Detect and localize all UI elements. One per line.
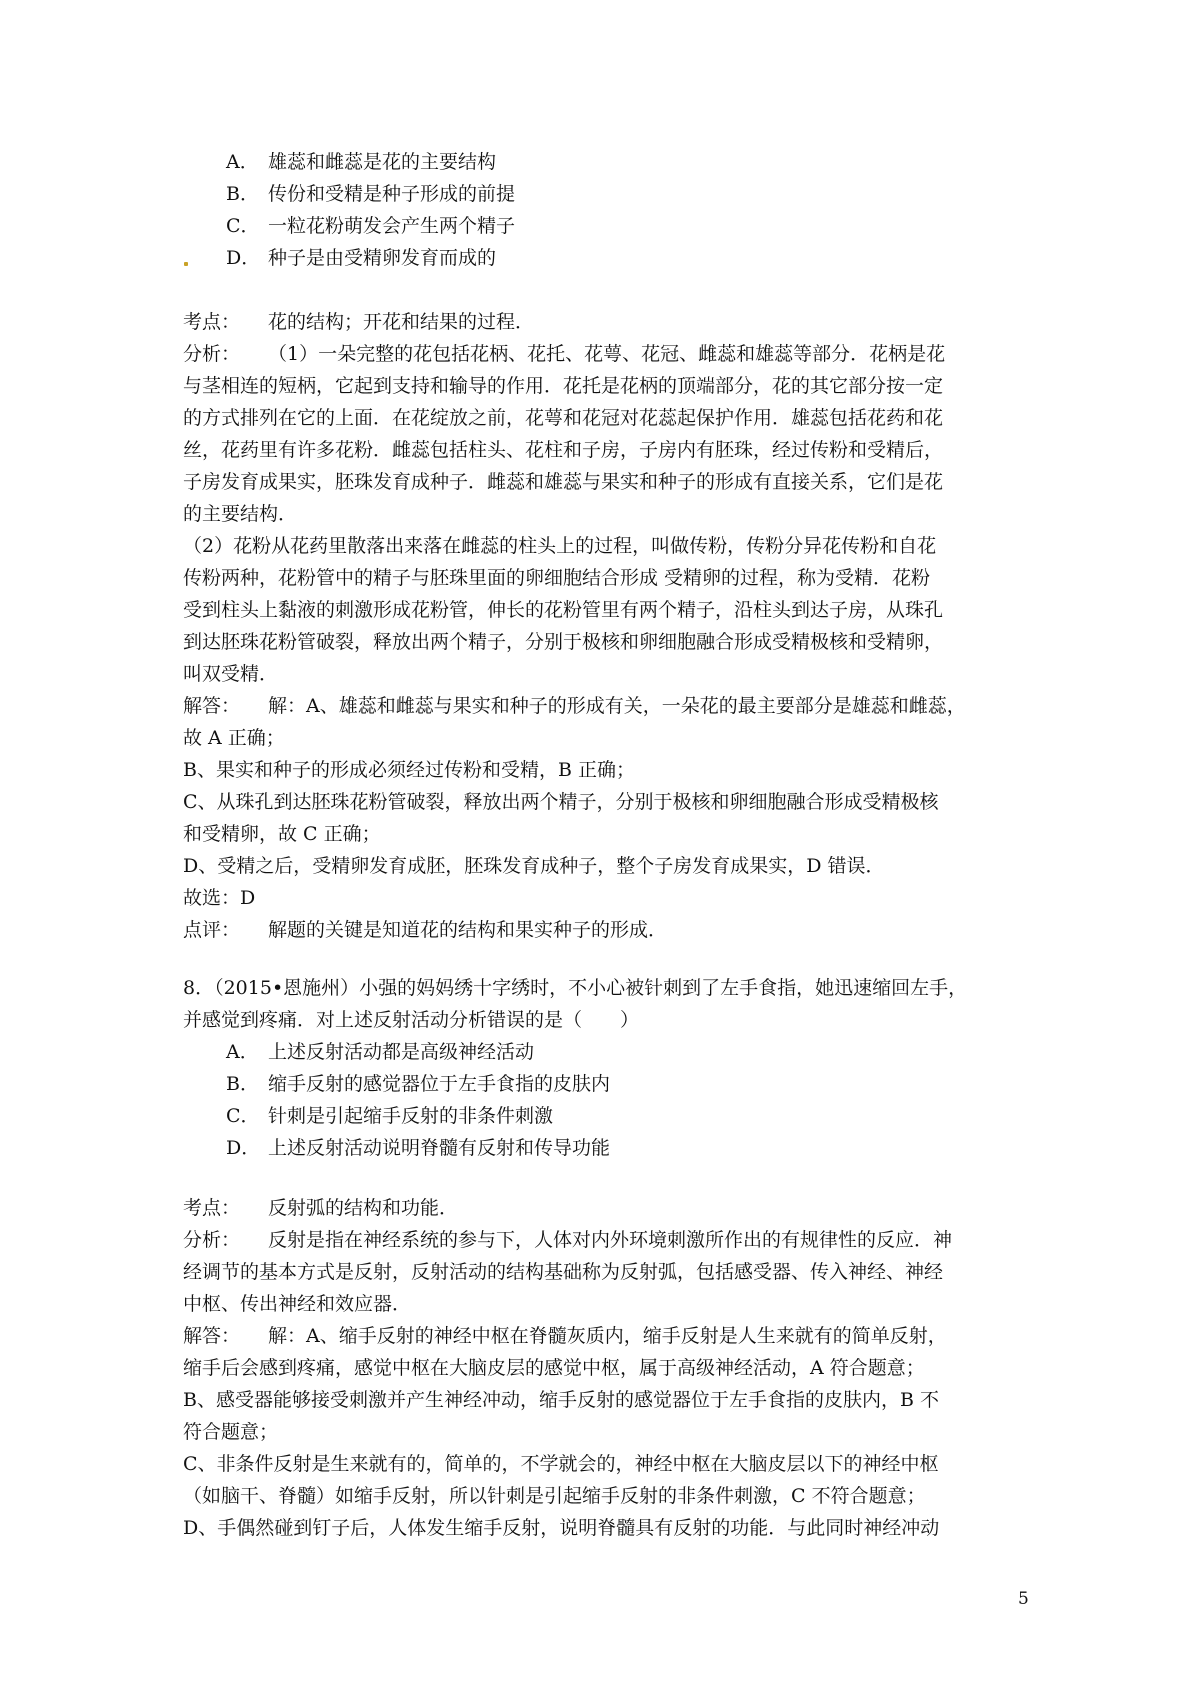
option-letter: A． (226, 1041, 259, 1063)
kaodian-text: 花的结构；开花和结果的过程． (268, 311, 535, 333)
jieda-text: 解：A、雄蕊和雌蕊与果实和种子的形成有关，一朵花的最主要部分是雄蕊和雌蕊， (268, 695, 966, 717)
q7-jieda-line: 故选：D (183, 887, 256, 909)
option-text: 一粒花粉萌发会产生两个精子 (268, 215, 516, 237)
q8-jieda-line: C、非条件反射是生来就有的，简单的，不学就会的，神经中枢在大脑皮层以下的神经中枢 (183, 1453, 939, 1475)
option-letter: B． (226, 1073, 259, 1095)
q7-fenxi-line: 的主要结构． (183, 503, 298, 525)
q8-jieda-line: B、感受器能够接受刺激并产生神经冲动，缩手反射的感觉器位于左手食指的皮肤内，B 不 (183, 1389, 939, 1411)
option-letter: D． (226, 1137, 261, 1159)
q8-fenxi-line: 中枢、传出神经和效应器． (183, 1293, 412, 1315)
kaodian-text: 反射弧的结构和功能． (268, 1197, 459, 1219)
q7-jieda-line: 和受精卵，故 C 正确； (183, 823, 381, 845)
option-text: 上述反射活动说明脊髓有反射和传导功能 (268, 1137, 611, 1159)
q7-fenxi-line: 叫双受精． (183, 663, 279, 685)
fenxi-text: （1）一朵完整的花包括花柄、花托、花萼、花冠、雌蕊和雄蕊等部分．花柄是花 (268, 343, 946, 365)
kaodian-label: 考点： (183, 1197, 241, 1219)
option-text: 种子是由受精卵发育而成的 (268, 247, 497, 269)
kaodian-label: 考点： (183, 311, 241, 333)
q7-fenxi-line: 传粉两种，花粉管中的精子与胚珠里面的卵细胞结合形成 受精卵的过程，称为受精．花粉 (183, 567, 931, 589)
q7-fenxi-line: 受到柱头上黏液的刺激形成花粉管，伸长的花粉管里有两个精子，沿柱头到达子房，从珠孔 (183, 599, 944, 621)
option-text: 缩手反射的感觉器位于左手食指的皮肤内 (268, 1073, 611, 1095)
option-letter: D． (226, 247, 261, 269)
q7-fenxi-line: （2）花粉从花药里散落出来落在雌蕊的柱头上的过程，叫做传粉，传粉分异花传粉和自花 (183, 535, 937, 557)
q7-jieda-line: C、从珠孔到达胚珠花粉管破裂，释放出两个精子，分别于极核和卵细胞融合形成受精极核 (183, 791, 939, 813)
q7-fenxi-line: 丝，花药里有许多花粉．雌蕊包括柱头、花柱和子房，子房内有胚珠，经过传粉和受精后， (183, 439, 944, 461)
q7-fenxi-line: 与茎相连的短柄，它起到支持和输导的作用．花托是花柄的顶端部分，花的其它部分按一定 (183, 375, 944, 397)
q8-jieda-line: 符合题意； (183, 1421, 279, 1443)
q7-fenxi-line: 子房发育成果实，胚珠发育成种子．雌蕊和雄蕊与果实和种子的形成有直接关系，它们是花 (183, 471, 944, 493)
jieda-label: 解答： (183, 1325, 241, 1347)
q8-stem-line: 并感觉到疼痛．对上述反射活动分析错误的是（ ） (183, 1009, 640, 1031)
q7-jieda-line: 故 A 正确； (183, 727, 285, 749)
option-letter: B． (226, 183, 259, 205)
option-text: 上述反射活动都是高级神经活动 (268, 1041, 535, 1063)
option-text: 传份和受精是种子形成的前提 (268, 183, 516, 205)
option-letter: C． (226, 215, 260, 237)
fenxi-label: 分析： (183, 1229, 241, 1251)
q7-jieda-line: B、果实和种子的形成必须经过传粉和受精，B 正确； (183, 759, 635, 781)
q8-jieda-line: 缩手后会感到疼痛，感觉中枢在大脑皮层的感觉中枢，属于高级神经活动，A 符合题意； (183, 1357, 925, 1379)
q7-fenxi-line: 到达胚珠花粉管破裂，释放出两个精子，分别于极核和卵细胞融合形成受精极核和受精卵， (183, 631, 944, 653)
option-letter: A． (226, 151, 259, 173)
q8-jieda-line: （如脑干、脊髓）如缩手反射，所以针刺是引起缩手反射的非条件刺激，C 不符合题意； (183, 1485, 926, 1507)
q8-jieda-line: D、手偶然碰到钉子后，人体发生缩手反射，说明脊髓具有反射的功能．与此同时神经冲动 (183, 1517, 940, 1539)
decorative-dot (184, 262, 188, 266)
dianping-label: 点评： (183, 919, 241, 941)
jieda-label: 解答： (183, 695, 241, 717)
fenxi-text: 反射是指在神经系统的参与下，人体对内外环境刺激所作出的有规律性的反应．神 (268, 1229, 953, 1251)
option-letter: C． (226, 1105, 260, 1127)
q7-fenxi-line: 的方式排列在它的上面．在花绽放之前，花萼和花冠对花蕊起保护作用．雄蕊包括花药和花 (183, 407, 944, 429)
page-number: 5 (1018, 1589, 1029, 1609)
fenxi-label: 分析： (183, 343, 241, 365)
q8-stem-line: 8．（2015•恩施州）小强的妈妈绣十字绣时，不小心被针刺到了左手食指，她迅速缩回左手， (183, 977, 968, 999)
dianping-text: 解题的关键是知道花的结构和果实种子的形成． (268, 919, 668, 941)
option-text: 雄蕊和雌蕊是花的主要结构 (268, 151, 497, 173)
q8-fenxi-line: 经调节的基本方式是反射，反射活动的结构基础称为反射弧，包括感受器、传入神经、神经 (183, 1261, 944, 1283)
option-text: 针刺是引起缩手反射的非条件刺激 (268, 1105, 554, 1127)
jieda-text: 解：A、缩手反射的神经中枢在脊髓灰质内，缩手反射是人生来就有的简单反射， (268, 1325, 947, 1347)
q7-jieda-line: D、受精之后，受精卵发育成胚，胚珠发育成种子，整个子房发育成果实，D 错误． (183, 855, 885, 877)
